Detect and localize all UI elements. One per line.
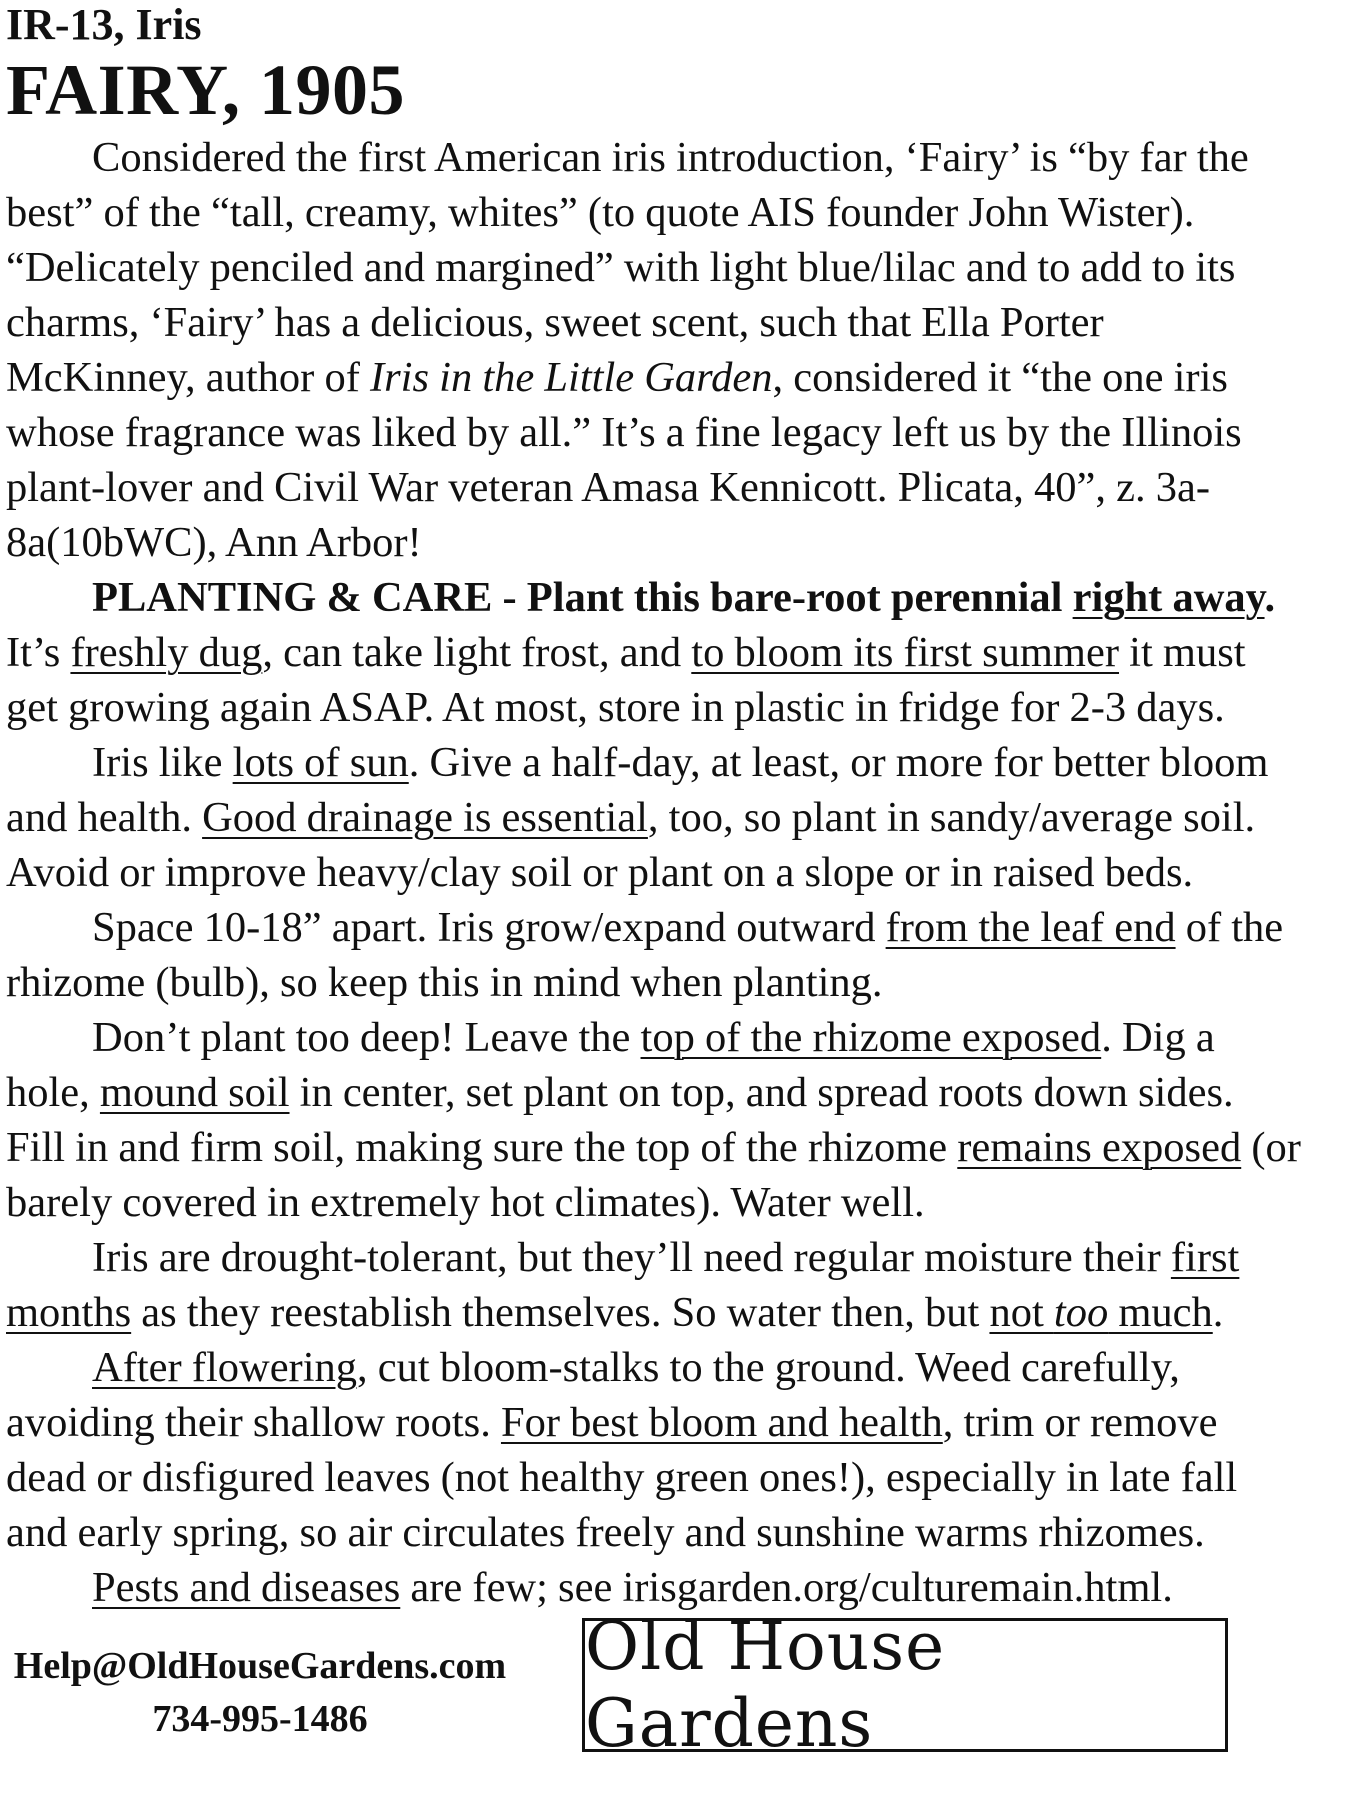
care-italic: too	[1053, 1289, 1109, 1336]
care-paragraph-2	[6, 735, 1302, 900]
care-text: Don’t plant too deep! Leave the	[92, 1014, 641, 1061]
logo	[582, 1608, 1228, 1762]
label-page	[6, 0, 1302, 1615]
care-underline: mound soil	[99, 1069, 290, 1116]
care-underline: Good drainage is essential	[202, 794, 648, 841]
care-text: , can take light frost, and	[262, 629, 692, 676]
care-text: It’s	[6, 629, 71, 676]
description-text: Considered the first American iris introduction, ‘Fairy’ is “by far the best” of the “tall, creamy, whites” (to quote AIS founder John Wister). “Delicately penciled and margined” with light blue/lilac and to add to its charms, ‘Fairy’ has a delicious, sweet scent, such that Ella Porter McKinney, author of	[6, 134, 1249, 401]
care-underline: Pests and diseases	[92, 1564, 401, 1611]
page-title: FAIRY, 1905	[6, 50, 406, 130]
care-underline: top of the rhizome exposed	[640, 1014, 1102, 1061]
care-heading: PLANTING & CARE - Plant this bare-root perennial	[92, 574, 1073, 621]
care-paragraph-1	[6, 570, 1302, 735]
care-underline: remains exposed	[957, 1124, 1242, 1171]
care-text: , too, so plant in sandy/average soil. Avoid or improve heavy/clay soil or plant on a slope or in raised beds.	[6, 794, 1256, 896]
care-text: Iris are drought-tolerant, but they’ll need regular moisture their	[92, 1234, 1171, 1281]
care-text: as they reestablish themselves. So water then, but	[131, 1289, 990, 1336]
care-text: it must get growing again ASAP. At most, store in plastic in fridge for 2-3 days.	[6, 629, 1246, 731]
care-text: (or barely covered in extremely hot climates). Water well.	[6, 1124, 1301, 1226]
contact-block	[10, 1640, 510, 1746]
care-underline-part: not	[989, 1289, 1054, 1336]
care-text: of the rhizome (bulb), so keep this in mind when planting.	[6, 904, 1284, 1006]
care-paragraph-5	[6, 1230, 1302, 1340]
care-underline: to bloom its first summer	[691, 629, 1120, 676]
footer	[0, 1600, 1350, 1800]
description-paragraph	[6, 130, 1302, 570]
care-underline-part: much	[1108, 1289, 1213, 1336]
care-underline: first months	[6, 1234, 1240, 1336]
care-underline: from the leaf end	[885, 904, 1176, 951]
logo-text: Old House Gardens	[585, 1608, 946, 1762]
care-text: . Give a half-day, at least, or more for better bloom and health.	[6, 739, 1269, 841]
care-text: Space 10-18” apart. Iris grow/expand outward	[92, 904, 886, 951]
care-text: , cut bloom-stalks to the ground. Weed carefully, avoiding their shallow roots.	[6, 1344, 1180, 1446]
care-underline: For best bloom and health	[500, 1399, 943, 1446]
care-underline: lots of sun	[232, 739, 409, 786]
care-text: . Dig a hole,	[6, 1014, 1215, 1116]
label-body	[6, 130, 1302, 1615]
description-text-end: , considered it “the one iris whose fragrance was liked by all.” It’s a fine legacy left us by the Illinois plant-lover and Civil War veteran Amasa Kennicott. Plicata, 40”, z. 3a-8a(10bWC), Ann Arbor!	[6, 354, 1242, 566]
book-title: Iris in the Little Garden	[369, 354, 773, 401]
care-heading-end: .	[1264, 574, 1276, 621]
care-heading-emphasis: right away	[1072, 574, 1265, 621]
contact-phone[interactable]: 734-995-1486	[152, 1698, 368, 1740]
care-underline: freshly dug	[70, 629, 263, 676]
care-text: , trim or remove dead or disfigured leaves (not healthy green ones!), especially in late fall and early spring, so air circulates freely and sunshine warms rhizomes.	[6, 1399, 1238, 1556]
care-underline: After flowering	[92, 1344, 358, 1391]
care-text: are few; see irisgarden.org/culturemain.html.	[400, 1564, 1173, 1611]
care-underline	[989, 1289, 1212, 1336]
contact-email[interactable]: Help@OldHouseGardens.com	[13, 1645, 507, 1687]
care-paragraph-6	[6, 1340, 1302, 1560]
care-paragraph-4	[6, 1010, 1302, 1230]
care-text: .	[1212, 1289, 1224, 1336]
product-code: IR-13, Iris	[6, 0, 202, 49]
care-text: in center, set plant on top, and spread roots down sides. Fill in and firm soil, making sure the top of the rhizome	[6, 1069, 1234, 1171]
care-paragraph-3	[6, 900, 1302, 1010]
care-text: Iris like	[92, 739, 233, 786]
